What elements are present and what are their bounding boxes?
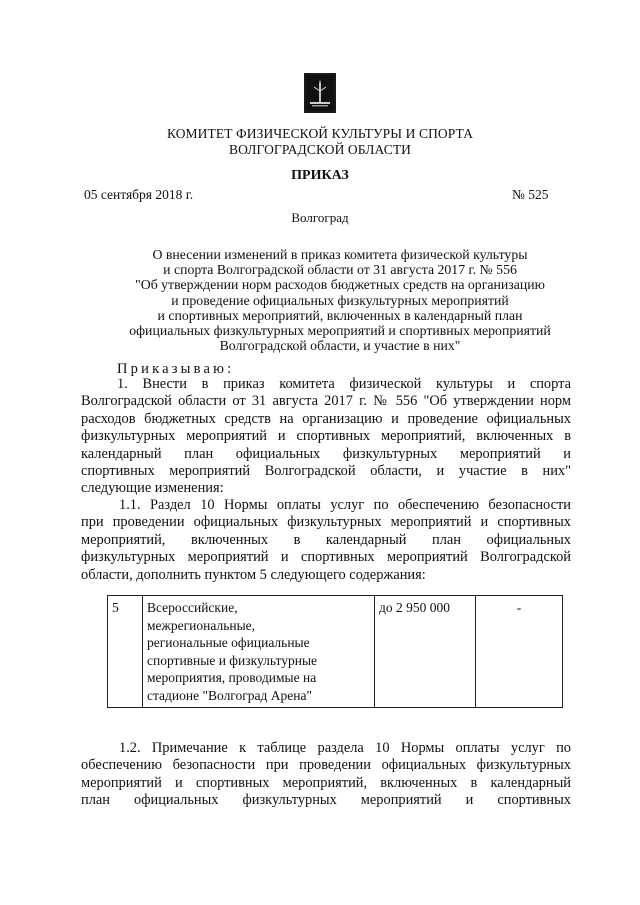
subject-line: Волгоградской области, и участие в них" [219,338,461,354]
subject-line: и спорта Волгоградской области от 31 августа 2017 г. № 556 [163,262,517,278]
table-cell-amount: до 2 950 000 [375,596,476,708]
subject-line: и проведение официальных физкультурных мероприятий [171,292,509,308]
paragraph-line: 1.2. Примечание к таблице раздела 10 Нормы оплаты услуг по [119,740,571,756]
document-title: ПРИКАЗ [291,168,349,183]
document-subject [80,247,600,353]
subject-line: и спортивных мероприятий, включенных в календарный план [157,307,523,323]
org-name-line1: КОМИТЕТ ФИЗИЧЕСКОЙ КУЛЬТУРЫ И СПОРТА [166,126,474,141]
table-cell-description [143,596,375,708]
paragraph-line: 1.1. Раздел 10 Нормы оплаты услуг по обеспечению безопасности [119,497,571,513]
paragraph-line: 1. Внести в приказ комитета физической культуры и спорта [117,376,571,392]
paragraph-1-2 [81,740,571,810]
paragraph-line: области, дополнить пунктом 5 следующего содержания: [81,566,426,583]
paragraph-1-1 [81,497,571,584]
org-name-line2: ВОЛГОГРАДСКОЙ ОБЛАСТИ [228,142,412,157]
paragraph-line: план официальных физкультурных мероприятий и спортивных [81,792,571,809]
description-line: стадионе "Волгоград Арена" [147,687,312,703]
paragraph-line: спортивных мероприятий Волгоградской области, и участие в них" [81,462,571,479]
paragraph-line: при проведении официальных физкультурных мероприятий и спортивных [81,514,571,531]
document-city: Волгоград [291,210,349,225]
paragraph-line: следующие изменения: [81,480,224,497]
description-line: региональные официальные [147,635,310,650]
subject-line: официальных физкультурных мероприятий и спортивных мероприятий [129,323,551,339]
coat-of-arms-emblem-icon [304,73,336,113]
paragraph-line: календарный план официальных физкультурных мероприятий и [81,445,571,462]
document-date: 05 сентября 2018 г. [84,187,194,202]
description-line: Всероссийские, [147,600,238,615]
order-word: Приказываю: [117,361,235,377]
paragraph-line: расходов бюджетных средств на организацию и проведение официальных [81,410,571,427]
paragraph-line: Волгоградской области от 31 августа 2017 г. № 556 "Об утверждении норм [81,393,571,410]
paragraph-line: обеспечению безопасности при проведении официальных физкультурных [81,757,571,774]
description-line: спортивные и физкультурные [147,652,318,668]
paragraph-line: физкультурных мероприятий и спортивных мероприятий Волгоградской [81,549,571,566]
subject-line: "Об утверждении норм расходов бюджетных средств на организацию [135,277,545,293]
table-cell-number: 5 [108,596,143,708]
paragraph-1 [81,376,571,498]
paragraph-line: мероприятий и спортивных мероприятий, включенных в календарный [81,774,571,791]
table-row [108,596,563,708]
document-number: № 525 [512,187,549,202]
table-cell-other: - [476,596,563,708]
subject-line: О внесении изменений в приказ комитета физической культуры [152,247,528,262]
paragraph-line: мероприятий, включенных в календарный план официальных [81,531,571,548]
paragraph-line: физкультурных мероприятий и спортивных мероприятий, включенных в [81,428,571,445]
description-line: межрегиональные, [147,617,256,633]
rates-table [107,595,563,708]
description-line: мероприятия, проводимые на [147,670,317,685]
